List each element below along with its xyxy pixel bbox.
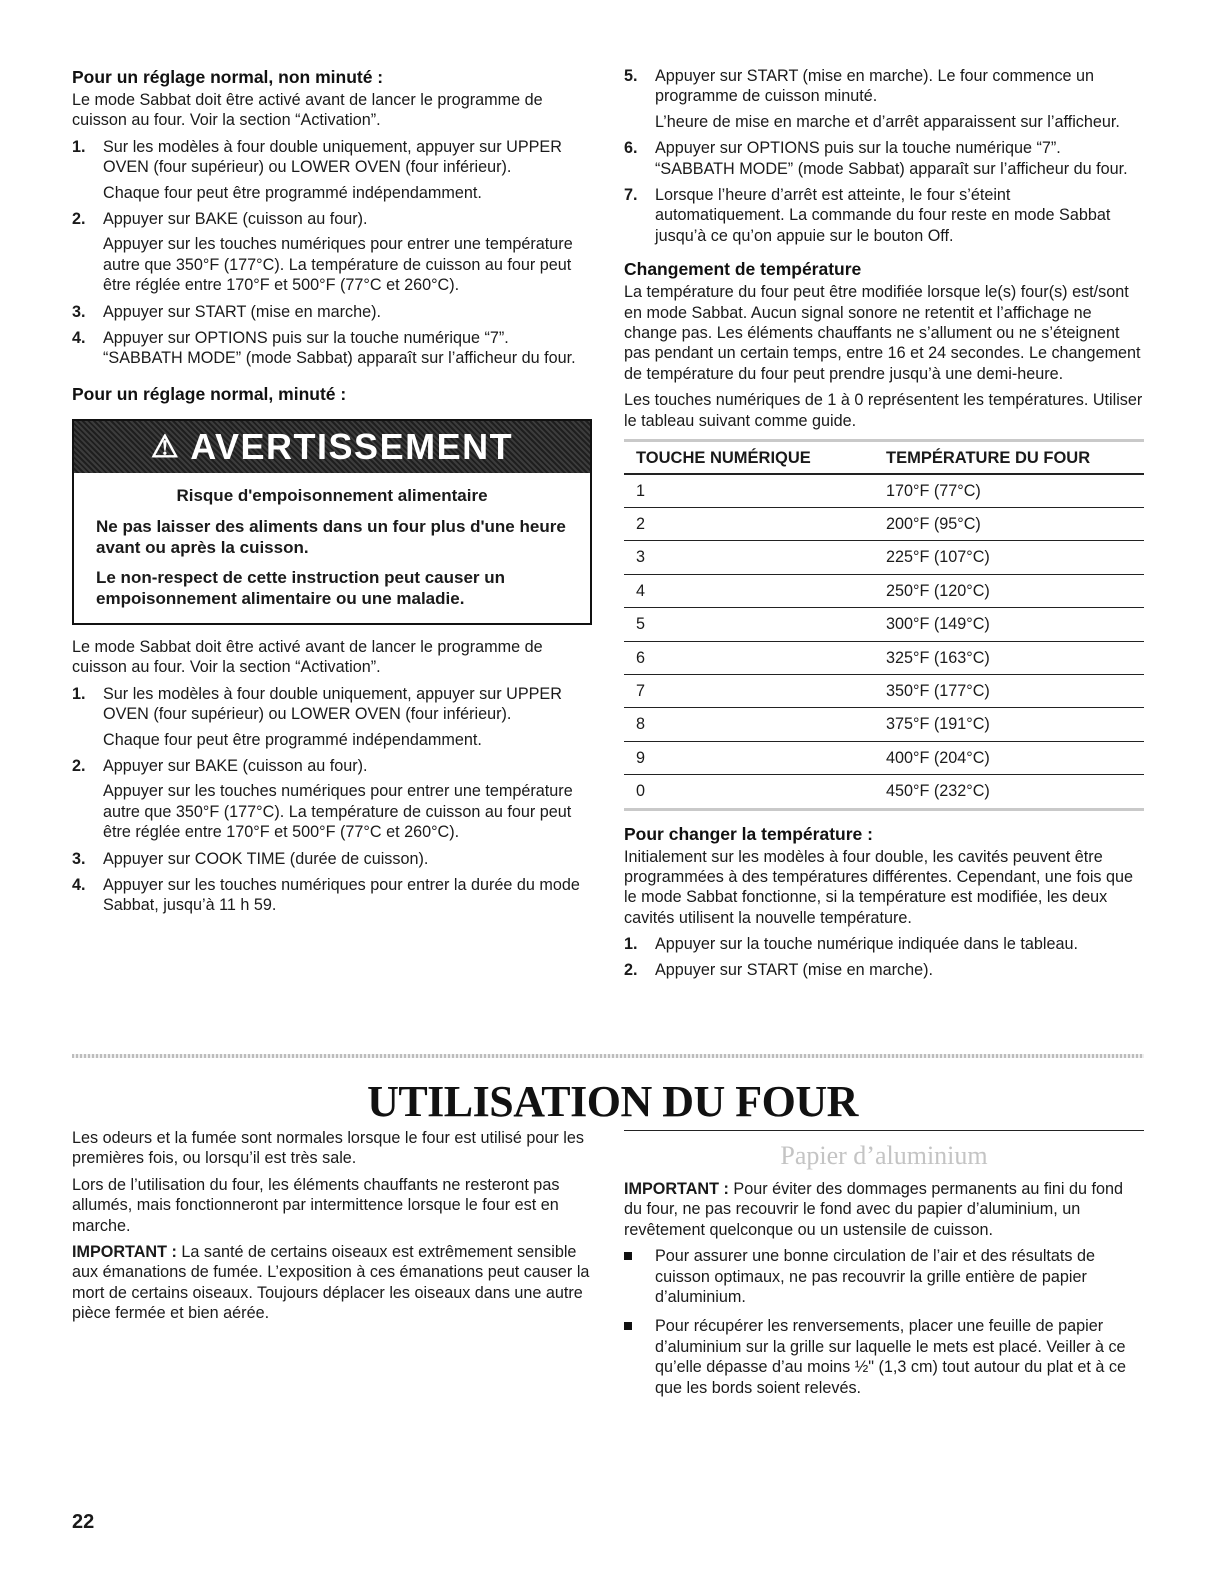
list-item — [72, 756, 592, 843]
bullet-list — [624, 1246, 1144, 1398]
warning-line-2: Le non-respect de cette instruction peut causer un empoisonnement alimentaire ou une maladie. — [96, 567, 506, 608]
paragraph: Initialement sur les modèles à four double, les cavités peuvent être programmées à des températures différentes. Cependant, une fois que le mode Sabbat fonctionne, si la température est modifiée, les deux cavités utilisent la nouvelle température. — [624, 847, 1134, 927]
cell-temperature: 325°F (163°C) — [874, 641, 1144, 674]
cell-temperature: 170°F (77°C) — [874, 474, 1144, 508]
cell-temperature: 400°F (204°C) — [874, 741, 1144, 774]
section-title: UTILISATION DU FOUR — [367, 1077, 858, 1126]
list-item — [624, 1316, 1144, 1398]
warning-body — [74, 473, 590, 623]
step-number: 7. — [624, 186, 638, 205]
step-subtext: Chaque four peut être programmé indépendamment. — [103, 183, 482, 202]
list-item — [72, 209, 592, 296]
important-paragraph — [72, 1242, 592, 1324]
left-column — [72, 66, 592, 922]
cell-temperature: 250°F (120°C) — [874, 574, 1144, 607]
step-number: 5. — [624, 67, 638, 85]
step-number: 1. — [72, 137, 86, 156]
table-row — [624, 541, 1144, 574]
cell-key: 5 — [624, 608, 874, 641]
warning-box — [72, 419, 592, 625]
list-item — [72, 849, 592, 869]
column-header-temperature: TEMPÉRATURE DU FOUR — [874, 441, 1144, 474]
table-row — [624, 641, 1144, 674]
paragraph: Le mode Sabbat doit être activé avant de lancer le programme de cuisson au four. Voir la section “Activation”. — [72, 91, 543, 130]
paragraph: Les odeurs et la fumée sont normales lorsque le four est utilisé pour les premières fois, ou lorsqu’il est très sale. — [72, 1129, 584, 1168]
page-number: 22 — [72, 1511, 95, 1533]
steps-list-4 — [624, 934, 1144, 980]
subsection-title: Papier d’aluminium — [780, 1141, 988, 1170]
step-number: 2. — [72, 756, 86, 775]
cell-key: 8 — [624, 708, 874, 741]
list-item — [72, 328, 592, 369]
step-subtext: L’heure de mise en marche et d’arrêt apparaissent sur l’afficheur. — [655, 112, 1120, 131]
step-number: 2. — [624, 960, 638, 979]
paragraph: La température du four peut être modifiée lorsque le(s) four(s) est/sont en mode Sabbat. Aucun signal sonore ne retentit et l’affichage ne change pas. Les éléments chauffants ne s’allument ou ne s’éteignent pas pendant un certain temps, entre 16 et 24 secondes. Le changement de température du four peut prendre jusqu’à une demi-heure. — [624, 283, 1141, 383]
cell-temperature: 375°F (191°C) — [874, 708, 1144, 741]
table-row — [624, 741, 1144, 774]
table-row — [624, 608, 1144, 641]
table-row — [624, 674, 1144, 707]
warning-header — [74, 421, 590, 473]
steps-list-1 — [72, 137, 592, 369]
step-number: 6. — [624, 139, 638, 158]
warning-triangle-icon: ⚠ — [150, 428, 181, 464]
table-row — [624, 708, 1144, 741]
step-number: 4. — [72, 329, 86, 348]
step-subtext: Appuyer sur les touches numériques pour entrer une température autre que 350°F (177°C). La température de cuisson au four peut être réglée entre 170°F et 500°F (77°C et 260°C). — [103, 782, 573, 842]
paragraph: Le mode Sabbat doit être activé avant de lancer le programme de cuisson au four. Voir la section “Activation”. — [72, 637, 543, 677]
cell-key: 4 — [624, 574, 874, 607]
table-header-row — [624, 441, 1144, 474]
list-item — [72, 684, 592, 750]
heading-how-to-change: Pour changer la température : — [624, 823, 873, 844]
step-text: Sur les modèles à four double uniquement, appuyer sur UPPER OVEN (four supérieur) ou LOWER OVEN (four inférieur). — [103, 137, 562, 177]
cell-temperature: 450°F (232°C) — [886, 782, 990, 801]
cell-key: 3 — [624, 541, 874, 574]
step-number: 3. — [72, 302, 86, 321]
heading-normal-non-timed: Pour un réglage normal, non minuté : — [72, 67, 384, 87]
step-text: Appuyer sur OPTIONS puis sur la touche numérique “7”. “SABBATH MODE” (mode Sabbat) apparaît sur l’afficheur du four. — [655, 139, 1128, 178]
step-text: Appuyer sur COOK TIME (durée de cuisson). — [103, 849, 429, 868]
important-label: IMPORTANT : — [72, 1243, 177, 1262]
subsection-rule — [624, 1130, 1144, 1131]
paragraph: Lors de l’utilisation du four, les éléments chauffants ne resteront pas allumés, mais fonctionneront par intermittence lorsque le four est en marche. — [72, 1175, 560, 1235]
cell-key: 7 — [624, 674, 874, 707]
table-row — [624, 507, 1144, 540]
step-text: Appuyer sur START (mise en marche). Le four commence un programme de cuisson minuté. — [655, 67, 1095, 106]
step-text: Appuyer sur les touches numériques pour entrer la durée du mode Sabbat, jusqu’à 11 h 59. — [103, 875, 580, 915]
cell-key: 1 — [624, 474, 874, 508]
list-item — [624, 138, 1144, 179]
list-item — [72, 137, 592, 203]
aluminum-foil-section — [624, 1130, 1144, 1407]
list-item — [624, 934, 1144, 954]
table-row — [624, 474, 1144, 508]
list-item — [624, 66, 1144, 132]
step-text: Sur les modèles à four double uniquement, appuyer sur UPPER OVEN (four supérieur) ou LOWER OVEN (four inférieur). — [103, 684, 562, 724]
step-text: Appuyer sur START (mise en marche). — [103, 302, 381, 321]
cell-key: 9 — [624, 741, 874, 774]
warning-title: AVERTISSEMENT — [190, 425, 514, 467]
step-subtext: Appuyer sur les touches numériques pour entrer une température autre que 350°F (177°C). La température de cuisson au four peut être réglée entre 170°F et 500°F (77°C et 260°C). — [103, 235, 573, 295]
cell-key: 0 — [636, 782, 646, 801]
heading-normal-timed: Pour un réglage normal, minuté : — [72, 383, 347, 404]
list-item — [72, 302, 592, 322]
step-text: Appuyer sur BAKE (cuisson au four). — [103, 756, 368, 775]
bullet-square-icon — [624, 1322, 632, 1330]
cell-key: 2 — [624, 507, 874, 540]
table-row — [624, 574, 1144, 607]
step-number: 1. — [72, 684, 86, 703]
section-divider — [72, 1054, 1144, 1058]
column-header-key: TOUCHE NUMÉRIQUE — [624, 441, 874, 474]
cell-key: 6 — [624, 641, 874, 674]
temperature-table — [624, 439, 1144, 810]
step-number: 1. — [624, 935, 638, 954]
cell-temperature: 225°F (107°C) — [874, 541, 1144, 574]
oven-use-intro — [72, 1128, 592, 1330]
paragraph: Les touches numériques de 1 à 0 représentent les températures. Utiliser le tableau suivant comme guide. — [624, 391, 1143, 430]
list-item — [624, 185, 1144, 246]
important-paragraph — [624, 1179, 1144, 1240]
important-text: La santé de certains oiseaux est extrêmement sensible aux émanations de fumée. L’exposition à ces émanations peut causer la mort de certains oiseaux. Toujours déplacer les oiseaux dans une autre pièce fermée et bien aérée. — [72, 1243, 590, 1323]
list-item — [72, 875, 592, 916]
important-text: Pour éviter des dommages permanents au fini du fond du four, ne pas recouvrir le fond avec du papier d’aluminium, un revêtement quelconque ou un ustensile de cuisson. — [624, 1180, 1124, 1239]
step-number: 3. — [72, 849, 86, 868]
list-item — [624, 960, 1144, 980]
step-number: 4. — [72, 875, 86, 894]
bullet-text: Pour assurer une bonne circulation de l’air et des résultats de cuisson optimaux, ne pas recouvrir la grille entière de papier d’aluminium. — [655, 1247, 1096, 1307]
right-column — [624, 66, 1144, 986]
important-label: IMPORTANT : — [624, 1180, 729, 1198]
warning-risk: Risque d'empoisonnement alimentaire — [176, 485, 488, 505]
cell-temperature: 350°F (177°C) — [874, 674, 1144, 707]
step-text: Appuyer sur BAKE (cuisson au four). — [103, 210, 368, 229]
steps-list-2 — [72, 684, 592, 916]
step-text: Appuyer sur la touche numérique indiquée dans le tableau. — [655, 935, 1078, 954]
warning-line-1: Ne pas laisser des aliments dans un four plus d'une heure avant ou après la cuisson. — [96, 516, 566, 557]
bullet-square-icon — [624, 1252, 632, 1260]
bullet-text: Pour récupérer les renversements, placer une feuille de papier d’aluminium sur la grille sur laquelle le mets est placé. Veiller à ce qu’elle dépasse d’au moins ½" (1,3 cm) tout autour du plat et à ce que les bords soient relevés. — [655, 1317, 1126, 1397]
step-text: Lorsque l’heure d’arrêt est atteinte, le four s’éteint automatiquement. La commande du four reste en mode Sabbat jusqu’à ce qu’on appuie sur le bouton Off. — [655, 186, 1111, 245]
step-subtext: Chaque four peut être programmé indépendamment. — [103, 730, 482, 749]
step-text: Appuyer sur START (mise en marche). — [655, 960, 933, 979]
heading-temperature-change: Changement de température — [624, 259, 862, 280]
step-number: 2. — [72, 210, 86, 229]
step-text: Appuyer sur OPTIONS puis sur la touche numérique “7”. “SABBATH MODE” (mode Sabbat) apparaît sur l’afficheur du four. — [103, 329, 576, 368]
table-row — [624, 775, 1144, 809]
steps-list-3 — [624, 66, 1144, 246]
cell-temperature: 200°F (95°C) — [874, 507, 1144, 540]
cell-temperature: 300°F (149°C) — [874, 608, 1144, 641]
list-item — [624, 1246, 1144, 1307]
